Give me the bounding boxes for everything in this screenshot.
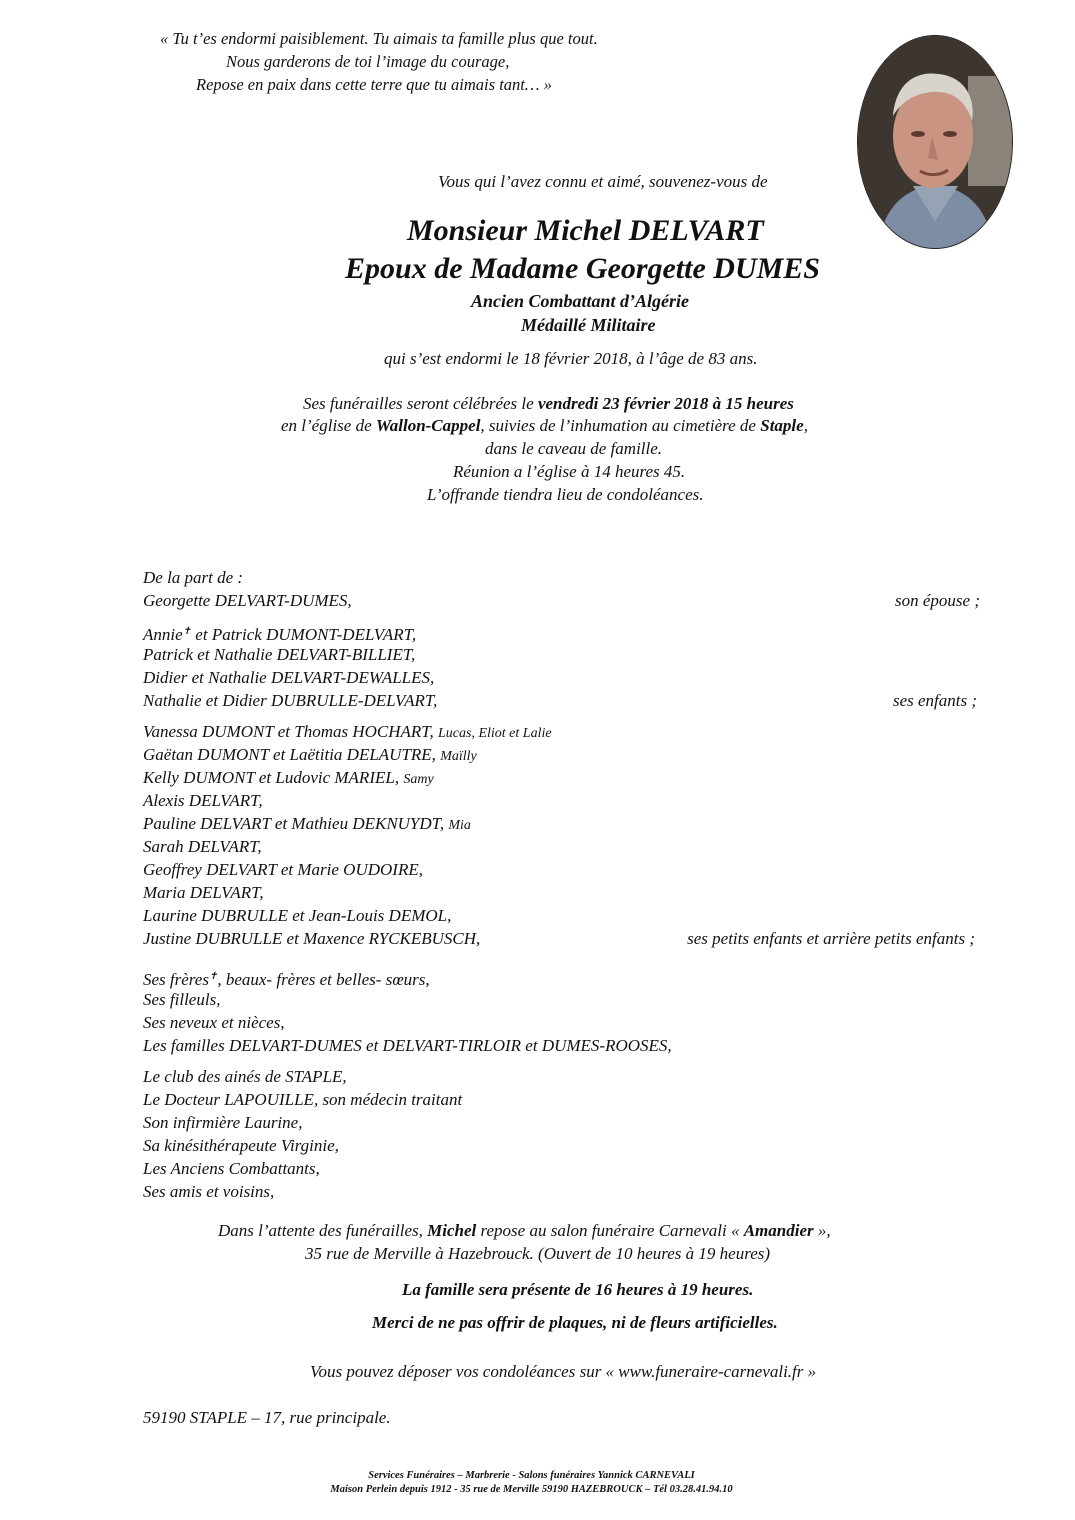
- funeral-line-5: L’offrande tiendra lieu de condoléances.: [427, 485, 704, 504]
- funeral-date: vendredi 23 février 2018 à 15 heures: [537, 394, 794, 413]
- family-child-1: [143, 621, 416, 646]
- death-notice: qui s’est endormi le 18 février 2018, à l’âge de 83 ans.: [384, 349, 758, 368]
- others-nurse: Son infirmière Laurine,: [143, 1113, 303, 1132]
- others-physio: Sa kinésithérapeute Virginie,: [143, 1136, 339, 1155]
- family-grandchild-1: [143, 721, 552, 745]
- family-grandchild-6: Sarah DELVART,: [143, 837, 262, 856]
- rest-name: Michel: [427, 1221, 477, 1240]
- footer-line-2: Maison Perlein depuis 1912 - 35 rue de Merville 59190 HAZEBROUCK – Tél 03.28.41.94.10: [330, 1484, 733, 1495]
- address: 59190 STAPLE – 17, rue principale.: [143, 1408, 391, 1427]
- funeral-cemetery: Staple: [760, 416, 804, 435]
- family-grandchild-8: Maria DELVART,: [143, 883, 264, 902]
- funeral-church: Wallon-Cappel: [375, 416, 481, 435]
- family-from: De la part de :: [143, 568, 244, 587]
- poem-line-1: « Tu t’es endormi paisiblement. Tu aimais ta famille plus que tout.: [160, 29, 598, 48]
- family-grandchildren-role: ses petits enfants et arrière petits enfants ;: [687, 929, 975, 948]
- family-families: Les familles DELVART-DUMES et DELVART-TIRLOIR et DUMES-ROOSES,: [143, 1036, 672, 1055]
- siblings-label: Ses frères: [143, 970, 209, 989]
- funeral-line-4: Réunion a l’église à 14 heures 45.: [453, 462, 686, 481]
- funeral-church-prefix: en l’église de: [281, 416, 376, 435]
- rest-prefix: Dans l’attente des funérailles,: [218, 1221, 428, 1240]
- others-club: Le club des ainés de STAPLE,: [143, 1067, 347, 1086]
- family-nephews: Ses neveux et nièces,: [143, 1013, 285, 1032]
- rest-salon: repose au salon funéraire Carnevali «: [476, 1221, 744, 1240]
- family-grandchild-4: Alexis DELVART,: [143, 791, 263, 810]
- family-grandchild-10: Justine DUBRULLE et Maxence RYCKEBUSCH,: [143, 929, 481, 948]
- funeral-line-3: dans le caveau de famille.: [485, 439, 663, 458]
- family-wife: Georgette DELVART-DUMES,: [143, 591, 352, 610]
- others-veterans: Les Anciens Combattants,: [143, 1159, 320, 1178]
- poem-line-3: Repose en paix dans cette terre que tu aimais tant… »: [196, 75, 552, 94]
- family-grandchild-2: [143, 744, 477, 768]
- cross-icon: ✝: [182, 626, 192, 637]
- funeral-cemetery-prefix: , suivies de l’inhumation au cimetière de: [480, 416, 761, 435]
- family-siblings: [143, 966, 430, 991]
- poem-line-2: Nous garderons de toi l’image du courage,: [226, 52, 510, 71]
- family-child-3: Didier et Nathalie DELVART-DEWALLES,: [143, 668, 435, 687]
- family-grandchild-7: Geoffrey DELVART et Marie OUDOIRE,: [143, 860, 423, 879]
- family-child-2: Patrick et Nathalie DELVART-BILLIET,: [143, 645, 416, 664]
- intro-text: Vous qui l’avez connu et aimé, souvenez-vous de: [438, 172, 768, 191]
- rest-room: Amandier: [743, 1221, 814, 1240]
- deceased-title-medal: Médaillé Militaire: [521, 315, 656, 335]
- others-doctor: Le Docteur LAPOUILLE, son médecin traitant: [143, 1090, 463, 1109]
- funeral-date-prefix: Ses funérailles seront célébrées le: [303, 394, 538, 413]
- family-child-1-rest: et Patrick DUMONT-DELVART,: [191, 625, 417, 644]
- portrait-illustration: [858, 36, 1012, 248]
- rest-line-2: 35 rue de Merville à Hazebrouck. (Ouvert de 10 heures à 19 heures): [305, 1244, 771, 1263]
- funeral-line-2: [281, 415, 808, 437]
- family-presence: La famille sera présente de 16 heures à 19 heures.: [402, 1280, 754, 1299]
- grandchild-1-name: Vanessa DUMONT et Thomas HOCHART,: [143, 722, 434, 741]
- rest-line-1: [218, 1220, 831, 1242]
- no-flowers-notice: Merci de ne pas offrir de plaques, ni de fleurs artificielles.: [372, 1313, 778, 1332]
- grandchild-5-kids: Mia: [448, 818, 471, 833]
- grandchild-2-kids: Maïlly: [440, 749, 477, 764]
- grandchild-3-kids: Samy: [403, 772, 434, 787]
- family-child-1-name: Annie: [143, 625, 183, 644]
- family-grandchild-3: [143, 767, 434, 791]
- family-grandchild-5: [143, 813, 471, 837]
- grandchild-5-name: Pauline DELVART et Mathieu DEKNUYDT,: [143, 814, 445, 833]
- portrait-photo: [858, 36, 1012, 248]
- others-friends: Ses amis et voisins,: [143, 1182, 275, 1201]
- grandchild-3-name: Kelly DUMONT et Ludovic MARIEL,: [143, 768, 400, 787]
- deceased-name: Monsieur Michel DELVART: [407, 214, 764, 247]
- family-children-role: ses enfants ;: [892, 691, 977, 710]
- deceased-title-veteran: Ancien Combattant d’Algérie: [471, 291, 690, 311]
- cross-icon: ✝: [208, 971, 218, 982]
- family-godchildren: Ses filleuls,: [143, 990, 221, 1009]
- grandchild-2-name: Gaëtan DUMONT et Laëtitia DELAUTRE,: [143, 745, 436, 764]
- funeral-line-1: [303, 393, 794, 415]
- family-wife-role: son épouse ;: [895, 591, 980, 610]
- funeral-comma: ,: [803, 416, 808, 435]
- footer-line-1: Services Funéraires – Marbrerie - Salons funéraires Yannick CARNEVALI: [368, 1470, 695, 1481]
- rest-suffix: »,: [813, 1221, 831, 1240]
- family-child-4: Nathalie et Didier DUBRULLE-DELVART,: [143, 691, 438, 710]
- deceased-spouse: Epoux de Madame Georgette DUMES: [345, 252, 820, 285]
- family-grandchild-9: Laurine DUBRULLE et Jean-Louis DEMOL,: [143, 906, 452, 925]
- condolences-website[interactable]: Vous pouvez déposer vos condoléances sur « www.funeraire-carnevali.fr »: [310, 1362, 817, 1381]
- grandchild-1-kids: Lucas, Eliot et Lalie: [438, 726, 552, 741]
- siblings-rest: , beaux- frères et belles- sœurs,: [217, 970, 430, 989]
